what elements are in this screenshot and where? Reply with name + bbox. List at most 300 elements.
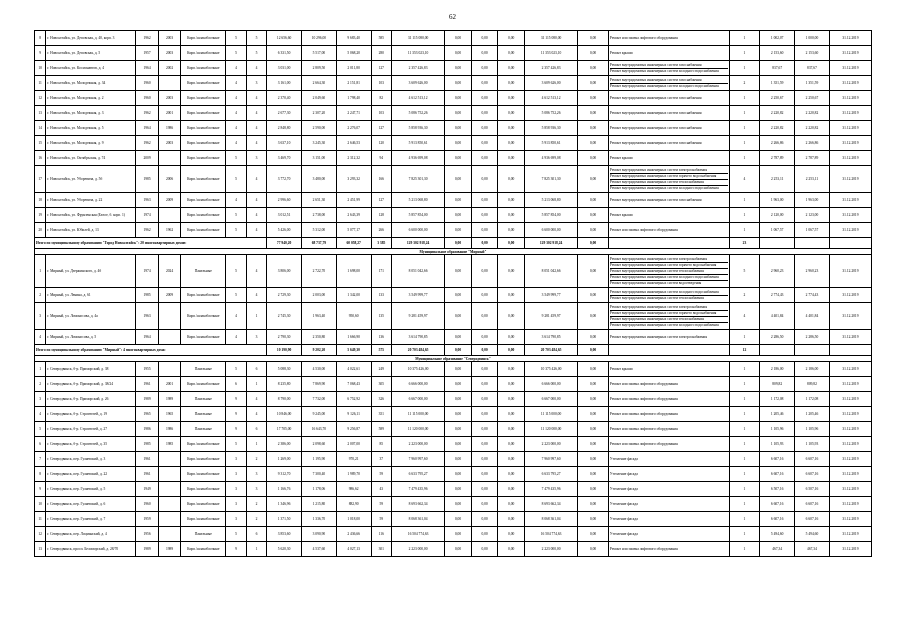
floors-cell: 4 <box>226 330 246 345</box>
address-cell: г. Мирный, ул. Ломоносова, д. 4а <box>46 303 136 330</box>
table-row <box>35 136 872 151</box>
residents-cell: 305 <box>371 377 391 392</box>
unit-cost-cell: 1 105,93 <box>760 437 795 452</box>
residential-area-cell: 1 666,90 <box>336 330 371 345</box>
fund-cell: 0,00 <box>445 512 472 527</box>
local-budget-cell: 0,00 <box>498 527 525 542</box>
residents-cell: 85 <box>371 437 391 452</box>
other-funds-cell: 0,00 <box>578 46 609 61</box>
address-cell: г. Новоалтайск, ул. Октябрьская, д. 74 <box>46 151 136 166</box>
last-repair-year-cell: 2001 <box>158 377 181 392</box>
works-cell <box>608 208 729 223</box>
completion-date-cell: 31.12.2019 <box>829 136 871 151</box>
unit-cost-cell: 2 153,60 <box>760 46 795 61</box>
residents-cell: 136 <box>371 330 391 345</box>
repair-cost-cell: 5 213 068,80 <box>392 193 445 208</box>
unit-cost-cell: 2 286,50 <box>760 330 795 345</box>
last-repair-year-cell: 2009 <box>158 288 181 303</box>
works-cell <box>608 223 729 238</box>
completion-date-cell: 31.12.2019 <box>829 512 871 527</box>
address-cell: г. Новоалтайск, ул. Фрунзенская (Белое, б. корп. 1) <box>46 208 136 223</box>
completion-date-cell: 31.12.2019 <box>829 288 871 303</box>
work-item: Ремонт или замена лифтового оборудования <box>609 547 678 551</box>
residential-area-cell: 5 077,17 <box>336 223 371 238</box>
total-area-cell: 77 940,20 <box>267 238 302 249</box>
residents-cell: 127 <box>371 61 391 76</box>
total-area-cell: 3 853,60 <box>267 527 302 542</box>
address-cell: г. Новоалтайск, ул. Юбилей, д. 13 <box>46 223 136 238</box>
premises-area-cell: 1 963,40 <box>301 303 336 330</box>
total-area-cell: 2 790,30 <box>267 330 302 345</box>
other-funds-cell: 0,00 <box>578 392 609 407</box>
repair-cost-cell: 7 825 301,30 <box>392 166 445 193</box>
owners-funds-cell: 7 960 997,60 <box>524 452 577 467</box>
entrances-cell: 1 <box>246 437 266 452</box>
completion-date-cell: 31.12.2019 <box>829 497 871 512</box>
residents-cell: 103 <box>371 106 391 121</box>
works-cell <box>608 76 729 91</box>
total-area-cell: 3 469,70 <box>267 151 302 166</box>
row-number: 15 <box>35 136 46 151</box>
regional-budget-cell: 0,00 <box>471 527 498 542</box>
completion-date-cell: 31.12.2019 <box>829 437 871 452</box>
fund-cell: 0,00 <box>445 151 472 166</box>
repair-cost-cell: 2 223 000,00 <box>392 542 445 557</box>
fund-cell: 0,00 <box>445 407 472 422</box>
owners-funds-cell: 8 068 361,04 <box>524 512 577 527</box>
regional-budget-cell: 0,00 <box>471 223 498 238</box>
fund-cell: 0,00 <box>445 482 472 497</box>
residents-cell: 37 <box>371 452 391 467</box>
row-number: 11 <box>35 76 46 91</box>
table-row <box>35 193 872 208</box>
repair-cost-cell: 4 936 699,08 <box>392 151 445 166</box>
wall-material-cell: Кирп./шлакоблочные <box>181 208 226 223</box>
commission-year-cell: 1974 <box>136 255 159 288</box>
completion-date-cell: 31.12.2019 <box>829 193 871 208</box>
other-funds-cell: 0,00 <box>578 31 609 46</box>
works-count-cell: 1 <box>729 452 760 467</box>
unit-cost-cell: 4 401,84 <box>760 303 795 330</box>
commission-year-cell: 2009 <box>136 151 159 166</box>
last-repair-year-cell <box>158 303 181 330</box>
total-area-cell: 2 386,00 <box>267 437 302 452</box>
works-count-cell: 1 <box>729 542 760 557</box>
max-unit-cost-cell: 2 220,82 <box>795 106 830 121</box>
residents-cell: 59 <box>371 497 391 512</box>
floors-cell: 5 <box>226 288 246 303</box>
work-item: Ремонт внутридомовых инженерных систем холодного водоснабжения <box>609 69 719 73</box>
residents-cell: 575 <box>371 345 391 356</box>
other-funds-cell: 0,00 <box>578 303 609 330</box>
local-budget-cell: 0,00 <box>498 288 525 303</box>
works-count-cell: 1 <box>729 46 760 61</box>
completion-date-cell: 31.12.2019 <box>829 452 871 467</box>
work-item: Ремонт крыши <box>609 156 633 160</box>
commission-year-cell: 1964 <box>136 61 159 76</box>
repair-cost-cell: 16 504 774,63 <box>392 527 445 542</box>
works-cell <box>608 91 729 106</box>
repair-cost-cell: 4 612 513,12 <box>392 91 445 106</box>
works-count-cell: 1 <box>729 136 760 151</box>
fund-cell: 0,00 <box>445 31 472 46</box>
fund-cell: 0,00 <box>445 345 472 356</box>
commission-year-cell: 1957 <box>136 46 159 61</box>
floors-cell: 9 <box>226 542 246 557</box>
works-count-cell: 1 <box>729 208 760 223</box>
other-funds-cell: 0,00 <box>578 61 609 76</box>
works-cell <box>608 542 729 557</box>
max-unit-cost-cell: 1 205,46 <box>795 407 830 422</box>
other-funds-cell: 0,00 <box>578 91 609 106</box>
wall-material-cell: Кирп./шлакоблочные <box>181 193 226 208</box>
row-number: 2 <box>35 288 46 303</box>
local-budget-cell: 0,00 <box>498 166 525 193</box>
row-number: 14 <box>35 121 46 136</box>
other-funds-cell: 0,00 <box>578 377 609 392</box>
works-cell <box>608 255 729 288</box>
address-cell: г. Северодвинск, пер. Гуляевский, д. 7 <box>46 512 136 527</box>
works-count-cell: 12 <box>729 345 760 356</box>
entrances-cell: 5 <box>246 46 266 61</box>
completion-date-cell: 31.12.2019 <box>829 121 871 136</box>
entrances-cell: 2 <box>246 512 266 527</box>
work-item: Ремонт или замена лифтового оборудования <box>609 442 678 446</box>
max-unit-cost-cell: 5 494,60 <box>795 527 830 542</box>
works-cell <box>608 31 729 46</box>
commission-year-cell: 1963 <box>136 303 159 330</box>
last-repair-year-cell <box>158 527 181 542</box>
table-row <box>35 512 872 527</box>
local-budget-cell: 0,00 <box>498 362 525 377</box>
local-budget-cell: 0,00 <box>498 437 525 452</box>
unit-cost-cell <box>760 238 795 249</box>
completion-date-cell: 31.12.2019 <box>829 377 871 392</box>
works-cell <box>608 238 729 249</box>
wall-material-cell: Кирп./шлакоблочные <box>181 106 226 121</box>
completion-date-cell: 31.12.2019 <box>829 392 871 407</box>
address-cell: г. Новоалтайск, ул. Молодежная, д. 5 <box>46 121 136 136</box>
residential-area-cell: 1 698,00 <box>336 255 371 288</box>
unit-cost-cell: 6 507,16 <box>760 482 795 497</box>
row-number: 12 <box>35 527 46 542</box>
row-number: 13 <box>35 542 46 557</box>
local-budget-cell: 0,00 <box>498 193 525 208</box>
total-area-cell: 2 370,40 <box>267 91 302 106</box>
work-item: Ремонт внутридомовых инженерных систем газоснабжения <box>609 198 702 202</box>
commission-year-cell: 1956 <box>136 527 159 542</box>
premises-area-cell: 2 307,20 <box>301 106 336 121</box>
entrances-cell: 4 <box>246 136 266 151</box>
wall-material-cell: Панельные <box>181 362 226 377</box>
works-cell <box>608 407 729 422</box>
premises-area-cell: 3 245,30 <box>301 136 336 151</box>
works-count-cell: 4 <box>729 303 760 330</box>
entrances-cell: 4 <box>246 255 266 288</box>
row-number: 11 <box>35 512 46 527</box>
completion-date-cell <box>829 238 871 249</box>
works-cell <box>608 121 729 136</box>
unit-cost-cell: 809,82 <box>760 377 795 392</box>
local-budget-cell: 0,00 <box>498 76 525 91</box>
max-unit-cost-cell: 2 787,89 <box>795 151 830 166</box>
floors-cell: 9 <box>226 407 246 422</box>
total-area-cell: 3 806,00 <box>267 255 302 288</box>
residential-area-cell: 2 643,39 <box>336 208 371 223</box>
residential-area-cell: 3 293,32 <box>336 166 371 193</box>
table-row <box>35 121 872 136</box>
entrances-cell: 4 <box>246 61 266 76</box>
floors-cell: 9 <box>226 392 246 407</box>
address-cell: г. Северодвинск, пер. Гуляевский, д. 3 <box>46 452 136 467</box>
repair-cost-cell: 5 857 854,00 <box>392 208 445 223</box>
residents-cell: 585 <box>371 31 391 46</box>
table-row <box>35 106 872 121</box>
max-unit-cost-cell: 1 067,57 <box>795 223 830 238</box>
residents-cell: 326 <box>371 392 391 407</box>
local-budget-cell: 0,00 <box>498 467 525 482</box>
regional-budget-cell: 0,00 <box>471 76 498 91</box>
table-row <box>35 91 872 106</box>
wall-material-cell: Кирп./шлакоблочные <box>181 303 226 330</box>
repair-cost-cell: 6 666 000,00 <box>392 377 445 392</box>
entrances-cell: 5 <box>246 31 266 46</box>
works-cell <box>608 193 729 208</box>
premises-area-cell: 2 738,00 <box>301 208 336 223</box>
commission-year-cell: 1985 <box>136 288 159 303</box>
total-row <box>35 238 872 249</box>
total-area-cell: 8 790,00 <box>267 392 302 407</box>
local-budget-cell: 0,00 <box>498 407 525 422</box>
total-label: Итого по муниципальному образованию "Город Новоалтайск": 20 многоквартирных домов: <box>35 238 267 249</box>
repair-cost-cell: 3 614 790,85 <box>392 330 445 345</box>
last-repair-year-cell: 2002 <box>158 61 181 76</box>
local-budget-cell: 0,00 <box>498 482 525 497</box>
last-repair-year-cell: 2009 <box>158 193 181 208</box>
residential-area-cell: 1 989,70 <box>336 467 371 482</box>
wall-material-cell: Кирп./шлакоблочные <box>181 497 226 512</box>
local-budget-cell: 0,00 <box>498 238 525 249</box>
work-item: Ремонт внутридомовых инженерных систем газоснабжения <box>609 141 702 145</box>
owners-funds-cell: 4 612 513,12 <box>524 91 577 106</box>
floors-cell: 5 <box>226 31 246 46</box>
floors-cell: 5 <box>226 166 246 193</box>
other-funds-cell: 0,00 <box>578 136 609 151</box>
row-number: 1 <box>35 255 46 288</box>
wall-material-cell: Кирп./шлакоблочные <box>181 377 226 392</box>
fund-cell: 0,00 <box>445 288 472 303</box>
regional-budget-cell: 0,00 <box>471 61 498 76</box>
works-cell <box>608 46 729 61</box>
works-count-cell: 1 <box>729 377 760 392</box>
works-count-cell: 1 <box>729 362 760 377</box>
fund-cell: 0,00 <box>445 527 472 542</box>
repair-cost-cell: 6 633 795,27 <box>392 467 445 482</box>
commission-year-cell: 1960 <box>136 91 159 106</box>
owners-funds-cell: 11 353 023,10 <box>524 46 577 61</box>
regional-budget-cell: 0,00 <box>471 437 498 452</box>
unit-cost-cell: 6 607,16 <box>760 467 795 482</box>
residential-area-cell: 6 752,92 <box>336 392 371 407</box>
commission-year-cell: 1989 <box>136 542 159 557</box>
completion-date-cell: 31.12.2019 <box>829 223 871 238</box>
premises-area-cell: 10 296,00 <box>301 31 336 46</box>
entrances-cell: 3 <box>246 151 266 166</box>
total-row <box>35 345 872 356</box>
works-cell <box>608 303 729 330</box>
other-funds-cell: 0,00 <box>578 193 609 208</box>
row-number: 3 <box>35 392 46 407</box>
entrances-cell: 4 <box>246 392 266 407</box>
floors-cell: 3 <box>226 467 246 482</box>
max-unit-cost-cell: 2 153,60 <box>795 46 830 61</box>
works-count-cell: 1 <box>729 61 760 76</box>
repair-cost-cell: 5 858 936,30 <box>392 121 445 136</box>
owners-funds-cell: 31 115 080,00 <box>524 31 577 46</box>
row-number: 4 <box>35 330 46 345</box>
entrances-cell: 6 <box>246 422 266 437</box>
table-row <box>35 482 872 497</box>
owners-funds-cell: 11 115 000,00 <box>524 407 577 422</box>
works-cell <box>608 288 729 303</box>
works-count-cell: 1 <box>729 512 760 527</box>
address-cell: г. Мирный, ул. Ломоносова, д. 5 <box>46 330 136 345</box>
max-unit-cost-cell: 6 607,16 <box>795 497 830 512</box>
wall-material-cell: Кирп./шлакоблочные <box>181 121 226 136</box>
row-number: 9 <box>35 46 46 61</box>
local-budget-cell: 0,00 <box>498 151 525 166</box>
fund-cell: 0,00 <box>445 437 472 452</box>
entrances-cell: 4 <box>246 106 266 121</box>
completion-date-cell: 31.12.2019 <box>829 166 871 193</box>
premises-area-cell: 9 245,00 <box>301 407 336 422</box>
local-budget-cell: 0,00 <box>498 208 525 223</box>
residents-cell: 128 <box>371 208 391 223</box>
owners-funds-cell: 11 120 000,00 <box>524 422 577 437</box>
commission-year-cell: 1963 <box>136 193 159 208</box>
wall-material-cell: Кирп./шлакоблочные <box>181 330 226 345</box>
premises-area-cell: 2 098,60 <box>301 437 336 452</box>
works-count-cell: 1 <box>729 223 760 238</box>
works-count-cell: 1 <box>729 31 760 46</box>
works-count-cell: 1 <box>729 467 760 482</box>
regional-budget-cell: 0,00 <box>471 330 498 345</box>
floors-cell: 5 <box>226 223 246 238</box>
row-number: 17 <box>35 166 46 193</box>
fund-cell: 0,00 <box>445 91 472 106</box>
row-number: 13 <box>35 106 46 121</box>
works-count-cell: 1 <box>729 392 760 407</box>
last-repair-year-cell: 2024 <box>158 255 181 288</box>
max-unit-cost-cell: 2 960,23 <box>795 255 830 288</box>
works-cell <box>608 151 729 166</box>
unit-cost-cell: 1 002,07 <box>760 31 795 46</box>
max-unit-cost-cell: 2 220,82 <box>795 121 830 136</box>
premises-area-cell: 1 215,80 <box>301 497 336 512</box>
entrances-cell: 2 <box>246 452 266 467</box>
completion-date-cell: 31.12.2019 <box>829 151 871 166</box>
commission-year-cell: 1964 <box>136 330 159 345</box>
wall-material-cell: Кирп./шлакоблочные <box>181 76 226 91</box>
work-item: Ремонт или замена лифтового оборудования <box>609 228 678 232</box>
residential-area-cell: 1 018,00 <box>336 512 371 527</box>
unit-cost-cell: 2 250,67 <box>760 91 795 106</box>
owners-funds-cell: 16 504 774,63 <box>524 527 577 542</box>
premises-area-cell: 4 537,60 <box>301 542 336 557</box>
regional-budget-cell: 0,00 <box>471 46 498 61</box>
commission-year-cell: 1962 <box>136 106 159 121</box>
table-row <box>35 377 872 392</box>
works-count-cell: 5 <box>729 255 760 288</box>
residents-cell: 301 <box>371 542 391 557</box>
unit-cost-cell: 1 963,00 <box>760 193 795 208</box>
completion-date-cell: 31.12.2019 <box>829 255 871 288</box>
total-area-cell: 2 848,80 <box>267 121 302 136</box>
address-cell: г. Северодвинск, б-р. Строителей, д. 19 <box>46 407 136 422</box>
unit-cost-cell: 1 105,96 <box>760 422 795 437</box>
residents-cell: 59 <box>371 467 391 482</box>
commission-year-cell: 1960 <box>136 76 159 91</box>
unit-cost-cell: 2 120,00 <box>760 208 795 223</box>
other-funds-cell: 0,00 <box>578 223 609 238</box>
unit-cost-cell: 467,34 <box>760 542 795 557</box>
wall-material-cell: Кирп./шлакоблочные <box>181 91 226 106</box>
residents-cell: 351 <box>371 407 391 422</box>
repair-cost-cell: 6 667 000,00 <box>392 392 445 407</box>
residents-cell: 127 <box>371 193 391 208</box>
commission-year-cell: 1949 <box>136 482 159 497</box>
unit-cost-cell: 1 172,08 <box>760 392 795 407</box>
wall-material-cell: Панельные <box>181 392 226 407</box>
max-unit-cost-cell: 2 123,00 <box>795 208 830 223</box>
total-area-cell: 3 161,00 <box>267 76 302 91</box>
fund-cell: 0,00 <box>445 223 472 238</box>
work-item: Ремонт или замена лифтового оборудования <box>609 427 678 431</box>
owners-funds-cell: 5 913 850,61 <box>524 136 577 151</box>
owners-funds-cell: 7 825 301,30 <box>524 166 577 193</box>
address-cell: г. Северодвинск, пер. Гуляевский, д. 5 <box>46 482 136 497</box>
address-cell: г. Новоалтайск, ул. Молодежная, д. 2 <box>46 91 136 106</box>
commission-year-cell: 1985 <box>136 437 159 452</box>
table-row <box>35 497 872 512</box>
premises-area-cell: 3 090,90 <box>301 527 336 542</box>
owners-funds-cell: 4 936 699,08 <box>524 151 577 166</box>
row-number: 5 <box>35 422 46 437</box>
regional-budget-cell: 0,00 <box>471 91 498 106</box>
unit-cost-cell <box>760 345 795 356</box>
entrances-cell: 1 <box>246 377 266 392</box>
works-cell <box>608 497 729 512</box>
residential-area-cell: 2 151,81 <box>336 76 371 91</box>
last-repair-year-cell: 2003 <box>158 91 181 106</box>
completion-date-cell: 31.12.2019 <box>829 91 871 106</box>
max-unit-cost-cell: 809,82 <box>795 377 830 392</box>
row-number: 12 <box>35 91 46 106</box>
commission-year-cell: 1955 <box>136 362 159 377</box>
unit-cost-cell: 6 607,16 <box>760 452 795 467</box>
residents-cell: 166 <box>371 166 391 193</box>
table-row <box>35 542 872 557</box>
owners-funds-cell: 3 609 626,00 <box>524 76 577 91</box>
unit-cost-cell: 2 220,82 <box>760 121 795 136</box>
unit-cost-cell: 1 067,57 <box>760 223 795 238</box>
other-funds-cell: 0,00 <box>578 467 609 482</box>
repair-cost-cell: 129 302 918,24 <box>392 238 445 249</box>
max-unit-cost-cell: 1 000,00 <box>795 31 830 46</box>
regional-budget-cell: 0,00 <box>471 422 498 437</box>
owners-funds-cell: 2 357 426,83 <box>524 61 577 76</box>
completion-date-cell: 31.12.2019 <box>829 407 871 422</box>
